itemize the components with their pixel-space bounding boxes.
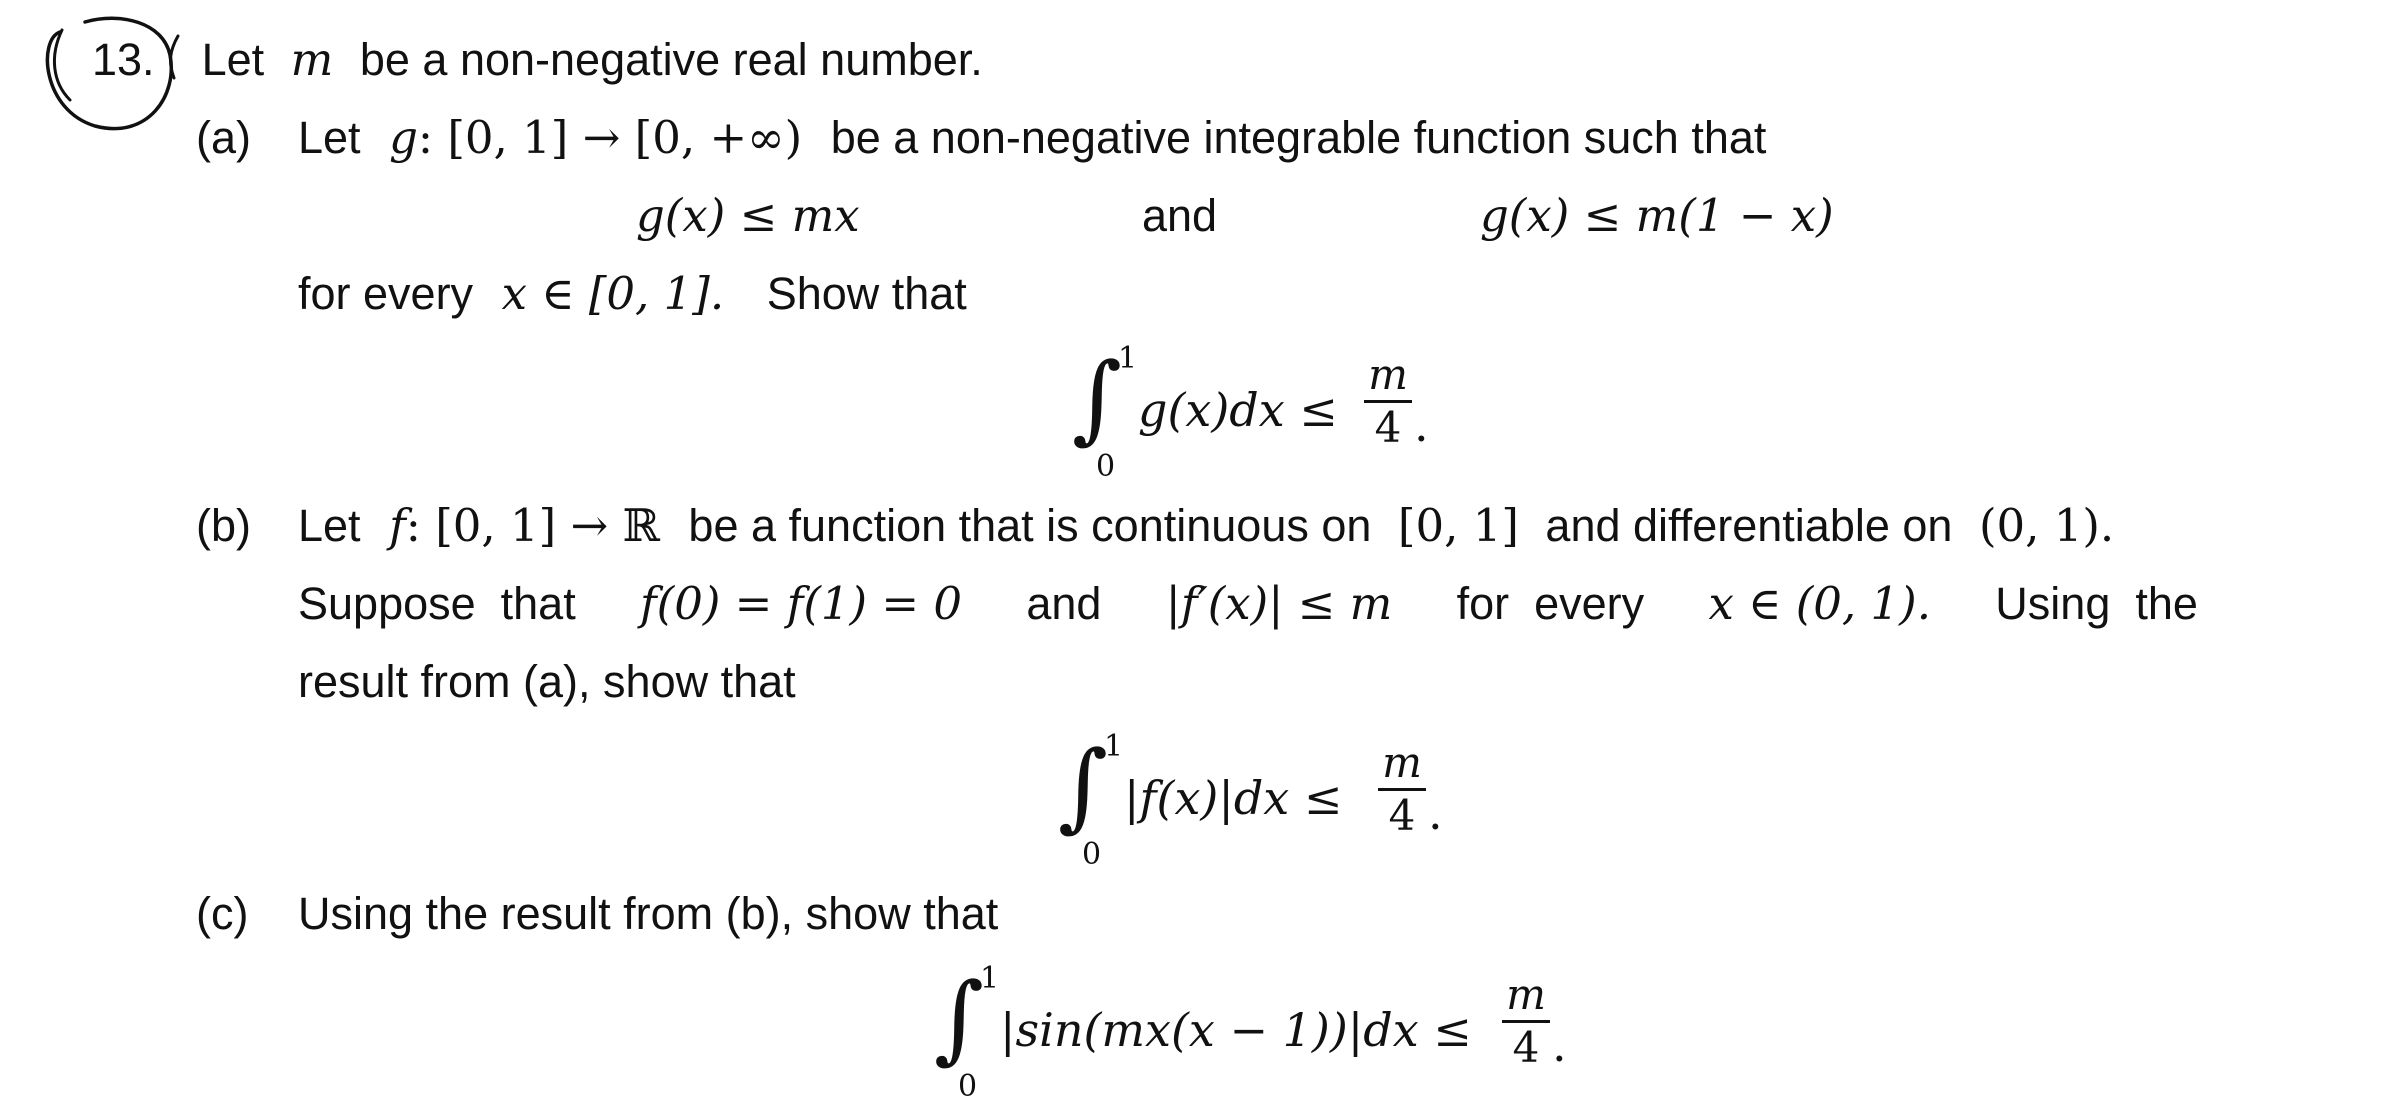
- integral-b-fraction: [1378, 738, 1426, 840]
- part-b-mapping: : [0, 1] → ℝ: [405, 499, 660, 552]
- intro-var: m: [290, 33, 334, 86]
- integral-sign-icon: ∫: [1072, 342, 1123, 454]
- part-a-condition-1: g(x) ≤ mx: [636, 189, 860, 242]
- part-a-line3: [298, 264, 967, 324]
- part-b-suppose: Suppose that: [298, 578, 576, 629]
- part-b-for-every: for every: [1456, 578, 1645, 629]
- part-a-condition-2: g(x) ≤ m(1 − x): [1480, 189, 1834, 242]
- integral-a-upper: 1: [1118, 341, 1138, 376]
- integral-c-integrand: |sin(mx(x − 1))|dx ≤: [1000, 1003, 1472, 1057]
- part-b-line3: result from (a), show that: [298, 656, 796, 707]
- part-b-let: Let: [298, 500, 361, 551]
- integral-c-lower: 0: [958, 1069, 978, 1104]
- part-b-func: f: [389, 499, 406, 552]
- fraction-numerator: m: [1506, 970, 1546, 1019]
- part-b-line2: [298, 574, 2198, 634]
- fraction-numerator: m: [1368, 350, 1408, 399]
- part-a-for-every: for every: [298, 268, 474, 319]
- part-a-line1: [298, 108, 1766, 168]
- problem-header: [92, 30, 983, 90]
- part-b-derivative-bound: |f′(x)| ≤ m: [1165, 577, 1393, 630]
- fraction-denominator: 4: [1374, 403, 1402, 452]
- integral-a-period: .: [1414, 398, 1429, 452]
- part-b-and: and: [1026, 578, 1102, 629]
- integral-sign-icon: ∫: [934, 962, 985, 1074]
- part-b-text-2: and differentiable on: [1545, 500, 1953, 551]
- part-a-mapping: : [0, 1] → [0, +∞): [417, 111, 803, 164]
- part-a-domain: x ∈ [0, 1].: [501, 267, 725, 320]
- intro-after: be a non-negative real number.: [359, 34, 983, 85]
- integral-a-lower: 0: [1096, 449, 1116, 484]
- part-a-let: Let: [298, 112, 361, 163]
- part-b-interval-2: (0, 1).: [1978, 499, 2115, 552]
- part-c-label: (c): [196, 888, 249, 939]
- fraction-numerator: m: [1382, 738, 1422, 787]
- integral-c-upper: 1: [980, 961, 1000, 996]
- part-a-func: g: [389, 111, 418, 164]
- integral-a-integrand: g(x)dx ≤: [1138, 383, 1338, 437]
- integral-a-fraction: [1364, 350, 1412, 452]
- part-b-label: (b): [196, 500, 251, 551]
- part-b-boundary-condition: f(0) = f(1) = 0: [639, 577, 963, 630]
- integral-b-lower: 0: [1082, 837, 1102, 872]
- integral-c-period: .: [1552, 1018, 1567, 1072]
- problem-number: 13.: [92, 34, 155, 85]
- part-b-interval-1: [0, 1]: [1397, 499, 1519, 552]
- integral-b-upper: 1: [1104, 729, 1124, 764]
- part-b-line1: [298, 496, 2114, 556]
- part-a-text: be a non-negative integrable function such that: [830, 112, 1767, 163]
- part-b-text-1: be a function that is continuous on: [688, 500, 1372, 551]
- part-b-domain: x ∈ (0, 1).: [1708, 577, 1932, 630]
- part-a-show-that: Show that: [766, 268, 967, 319]
- integral-b-period: .: [1428, 786, 1443, 840]
- part-b-using: Using the: [1995, 578, 2198, 629]
- integral-c-fraction: [1502, 970, 1550, 1072]
- integral-sign-icon: ∫: [1058, 730, 1109, 842]
- fraction-denominator: 4: [1388, 791, 1416, 840]
- part-a-and: and: [1142, 190, 1218, 241]
- integral-b-integrand: |f(x)|dx ≤: [1124, 771, 1343, 825]
- part-c-line1: Using the result from (b), show that: [298, 888, 999, 939]
- fraction-denominator: 4: [1512, 1023, 1540, 1072]
- intro-before: Let: [201, 34, 265, 85]
- part-a-label: (a): [196, 112, 251, 163]
